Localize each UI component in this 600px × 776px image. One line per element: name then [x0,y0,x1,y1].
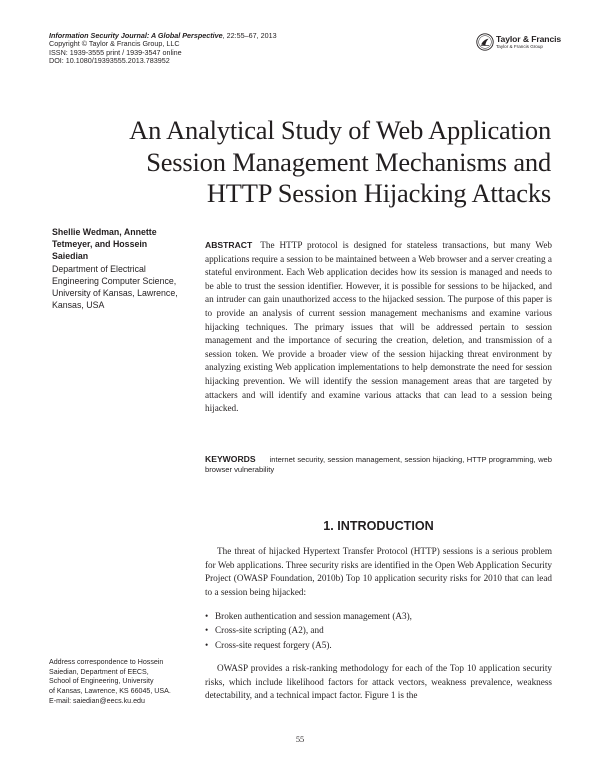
keywords-label: KEYWORDS [205,454,256,464]
correspondence-line: Saiedian, Department of EECS, [49,667,149,676]
intro-paragraph-2: OWASP provides a risk-ranking methodology for each of the Top 10 application security risks, which include likelihood factors for attack vectors, weakness prevalence, weakness detectability, and a technical impact factor. Figure 1 is the [205,663,552,701]
author-affiliation [52,263,202,312]
affiliation-line: Kansas, USA [52,300,105,311]
title-line: Session Management Mechanisms and [146,146,551,177]
keywords-text: internet security, session management, session hijacking, HTTP programming, web browser vulnerability [205,455,552,475]
journal-title: Information Security Journal: A Global Perspective [49,31,223,40]
publisher-name: Taylor & Francis [496,34,562,44]
section-heading: 1. INTRODUCTION [323,519,434,533]
author-names-line: Saiedian [52,251,89,262]
keywords [205,454,552,476]
correspondence-line: School of Engineering, University [49,677,154,686]
page-number: 55 [295,735,305,744]
author-block [52,226,202,311]
affiliation-line: Engineering Computer Science, [52,275,177,286]
author-names-line: Tetmeyer, and Hossein [52,239,148,250]
intro-paragraph: The threat of hijacked Hypertext Transfer Protocol (HTTP) sessions is a serious problem for Web applications. Three security risks are identified in the Open Web Application Security Project (OWASP Foundation, 2010b) Top 10 application security risks for 2010 that can lead to a session being hijacked: [205,546,552,597]
abstract-text: The HTTP protocol is designed for stateless transactions, but many Web applications require a session to be maintained between a Web browser and a server creating a stateful environment. Each Web application decides how its session is managed and needs to be able to trust the session identifier. However, it is possible for sessions to be hijacked, and an intruder can gain unauthorized access to the hijacked session. The purpose of this paper is to provide an analysis of current session management mechanisms and examine various hijacking techniques. The primary issues that will be addressed pertain to session management and the importance of securing the creation, deletion, and transmission of a session token. We provide a broader view of the session hijacking threat environment by analyzing existing Web application implementations to help demonstrate the need for session hijacking prevention. We will identify the session management areas that are targeted by attackers and will identify and examine various attacks that can lead to a session being hijacked. [205,240,552,414]
journal-citation: , 22:55–67, 2013 [222,31,277,40]
list-item: • Broken authentication and session management (A3), [205,609,552,623]
title-line: An Analytical Study of Web Application [129,115,551,145]
title-line: HTTP Session Hijacking Attacks [206,178,551,208]
publisher-group: Taylor & Francis Group [496,44,543,49]
issn-line: ISSN: 1939-3555 print / 1939-3547 online [49,47,182,57]
correspondence-line: E-mail: saiedian@eecs.ku.edu [49,696,145,705]
correspondence-line: Address correspondence to Hossein [49,658,164,666]
abstract [205,239,552,416]
risk-list [205,609,552,652]
publisher-logo [476,33,566,53]
author-names-line: Shellie Wedman, Annette [52,227,157,237]
list-item: • Cross-site scripting (A2), and [205,623,552,637]
article-title [91,115,551,210]
copyright-line: Copyright © Taylor & Francis Group, LLC [49,39,180,49]
affiliation-line: Department of Electrical [52,263,146,274]
publisher-logo-icon [476,33,494,51]
list-item: • Cross-site request forgery (A5). [205,638,552,652]
doi-line: DOI: 10.1080/19393555.2013.783952 [49,56,170,66]
correspondence-line: of Kansas, Lawrence, KS 66045, USA. [49,687,171,696]
journal-metadata [49,32,277,66]
affiliation-line: University of Kansas, Lawrence, [52,288,178,299]
abstract-label: ABSTRACT [205,240,253,250]
correspondence-note [49,658,199,707]
author-names [52,226,202,263]
